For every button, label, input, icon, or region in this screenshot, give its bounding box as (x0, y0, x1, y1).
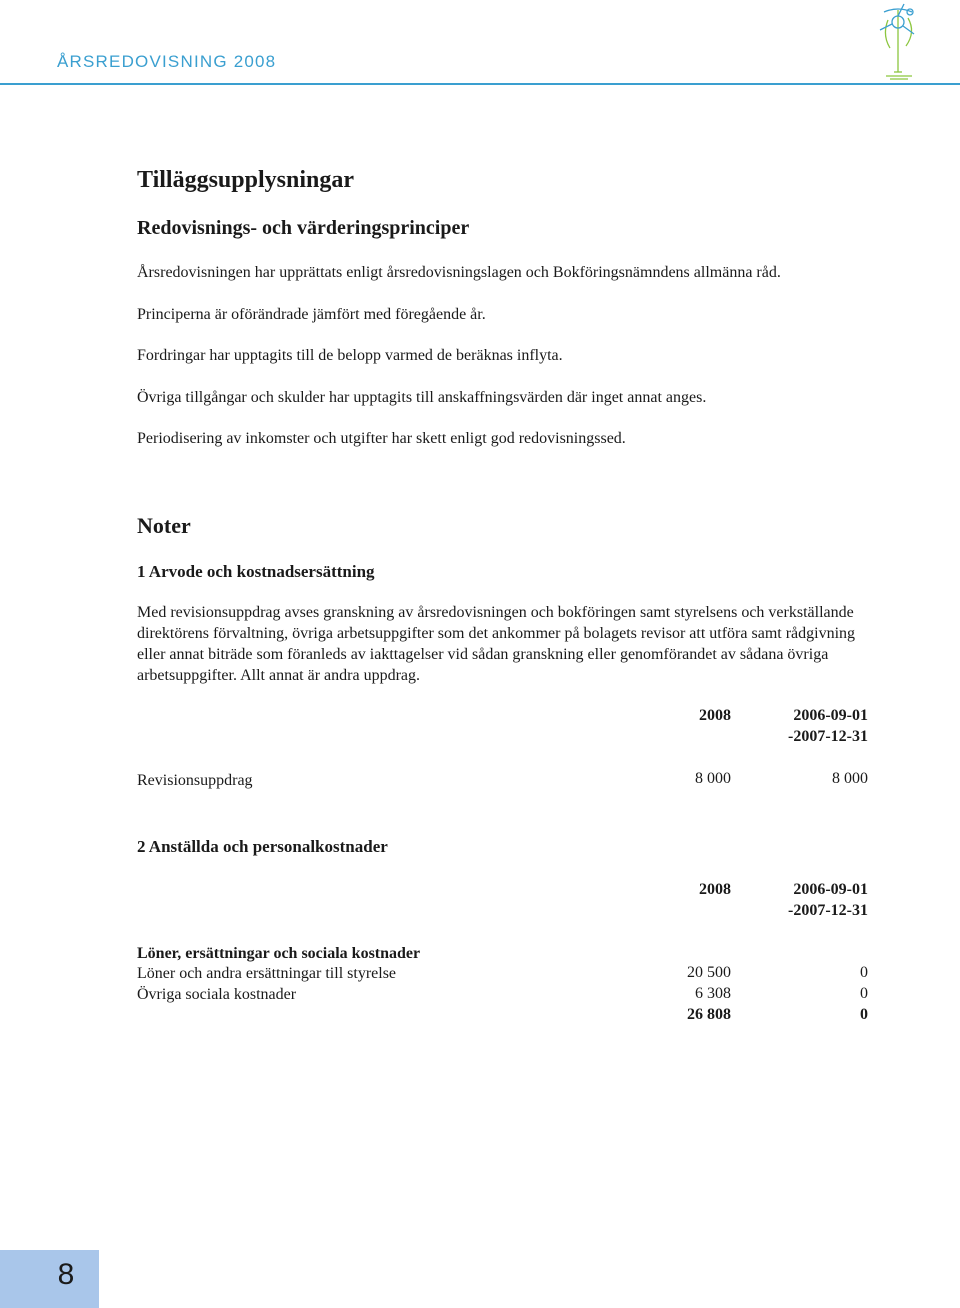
row-label: Övriga sociala kostnader (137, 986, 297, 1003)
row-value-prior: 8 000 (832, 770, 868, 787)
total-value-2008: 26 808 (687, 1006, 731, 1023)
row-value-prior: 0 (860, 985, 868, 1002)
row-value-2008: 8 000 (695, 770, 731, 787)
note1-col-period-start: 2006-09-01 (793, 707, 868, 724)
row-value-2008: 20 500 (687, 964, 731, 981)
page-title: Tilläggsupplysningar (137, 167, 354, 193)
note2-col-period-end: -2007-12-31 (788, 902, 868, 919)
principle-paragraph: Övriga tillgångar och skulder har upptagits till anskaffningsvärden där inget annat anges. (137, 389, 707, 406)
principle-paragraph: Principerna är oförändrade jämfört med föregående år. (137, 306, 486, 323)
notes-title: Noter (137, 513, 191, 538)
note2-heading: 2 Anställda och personalkostnader (137, 837, 388, 856)
principle-paragraph: Periodisering av inkomster och utgifter har skett enligt god redovisningssed. (137, 430, 626, 447)
principle-paragraph: Fordringar har upptagits till de belopp varmed de beräknas inflyta. (137, 347, 563, 364)
wind-turbine-logo-icon (874, 0, 924, 84)
page-header (0, 0, 960, 85)
header-rule (0, 83, 960, 85)
note2-col-2008: 2008 (699, 881, 731, 898)
row-label: Löner och andra ersättningar till styrelse (137, 965, 397, 982)
principle-paragraph: Årsredovisningen har upprättats enligt årsredovisningslagen och Bokföringsnämndens allmänna råd. (137, 264, 781, 281)
total-value-prior: 0 (860, 1006, 868, 1023)
note2-group-heading: Löner, ersättningar och sociala kostnader (137, 945, 421, 962)
section-title: Redovisnings- och värderingsprinciper (137, 217, 470, 239)
note1-col-period-end: -2007-12-31 (788, 728, 868, 745)
row-value-prior: 0 (860, 964, 868, 981)
page-number: 8 (57, 1258, 75, 1291)
note1-heading: 1 Arvode och kostnadsersättning (137, 562, 375, 581)
note2-col-period-start: 2006-09-01 (793, 881, 868, 898)
row-value-2008: 6 308 (695, 985, 731, 1002)
row-label: Revisionsuppdrag (137, 772, 253, 789)
note1-col-2008: 2008 (699, 707, 731, 724)
header-title: ÅRSREDOVISNING 2008 (57, 52, 277, 71)
note1-body: Med revisionsuppdrag avses granskning av årsredovisningen och bokföringen samt styrelsens och verkställande direktörens förvaltning, övriga arbetsuppgifter som det ankommer på bolagets revisor att utföra samt rådgivning eller annat biträde som föranleds av iakttagelser vid sådan granskning eller genomförandet av sådana övriga arbetsuppgifter. Allt annat är andra uppdrag. (137, 604, 856, 684)
